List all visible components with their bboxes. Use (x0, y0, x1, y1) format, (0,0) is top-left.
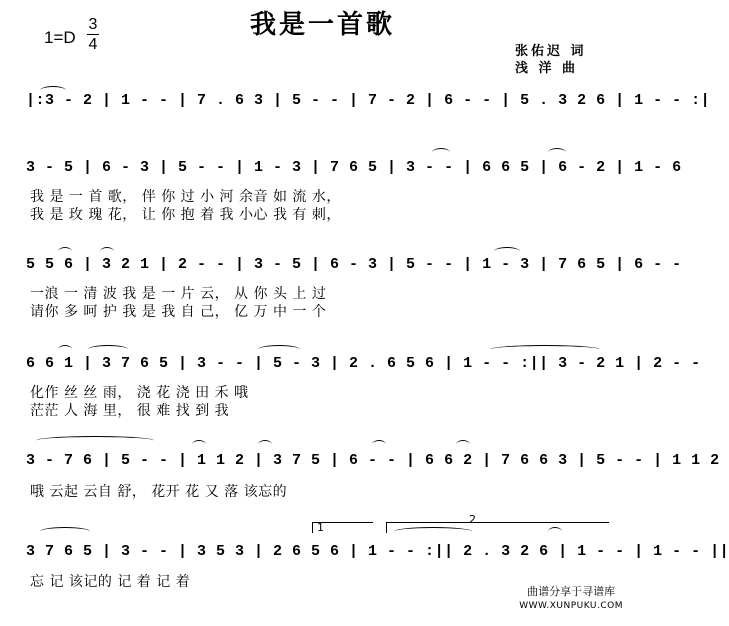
volta-number-1: 1 (317, 521, 324, 534)
slur (40, 527, 90, 536)
watermark-url: WWW.XUNPUKU.COM (519, 601, 623, 611)
song-title: 我是一首歌 (249, 10, 395, 40)
notation-row: 6 6 1 | 3 7 6 5 | 3 - - | 5 - 3 | 2 . 6 5 6 | 1 - - :|| 3 - 2 1 | 2 - - (26, 355, 701, 372)
notation-row: 3 - 7 6 | 5 - - | 1 1 2 | 3 7 5 | 6 - - | 6 6 2 | 7 6 6 3 | 5 - - | 1 1 2 (26, 452, 720, 469)
slur (58, 345, 72, 354)
time-signature-top: 3 (88, 16, 98, 33)
slur (494, 247, 520, 256)
lyric-line: 哦 云起 云自 舒， 花开 花 又 落 该忘的 (30, 484, 288, 500)
slur (36, 436, 154, 445)
lyric-line: 茫茫 人 海 里， 很 难 找 到 我 (30, 403, 230, 419)
notation-row: 3 - 5 | 6 - 3 | 5 - - | 1 - 3 | 7 6 5 | 3 - - | 6 6 5 | 6 - 2 | 1 - 6 (26, 159, 682, 176)
slur (490, 345, 600, 354)
slur (456, 440, 470, 449)
time-signature-divider (87, 34, 99, 35)
slur (432, 148, 450, 157)
slur (58, 247, 72, 256)
slur (372, 440, 386, 449)
notation-row: |:3 - 2 | 1 - - | 7 . 6 3 | 5 - - | 7 - 2 | 6 - - | 5 . 3 2 6 | 1 - - :| (26, 92, 711, 109)
lyric-line: 一浪 一 清 波 我 是 一 片 云， 从 你 头 上 过 (30, 286, 327, 302)
key-signature: 1=D (44, 28, 76, 47)
composer-credit: 浅 洋 曲 (515, 61, 579, 76)
lyricist-credit: 张佑迟 词 (515, 44, 587, 59)
volta-bracket-2 (386, 522, 609, 533)
slur (258, 440, 272, 449)
lyric-line: 化作 丝 丝 雨， 浇 花 浇 田 禾 哦 (30, 385, 249, 401)
slur (548, 148, 566, 157)
lyric-line: 我 是 玫 瑰 花， 让 你 抱 着 我 小心 我 有 刺， (30, 207, 341, 223)
site-watermark (519, 584, 623, 614)
slur (192, 440, 206, 449)
time-signature (86, 16, 100, 53)
slur (88, 345, 128, 354)
lyric-line: 请你 多 呵 护 我 是 我 自 己， 亿 万 中 一 个 (30, 304, 327, 320)
slur (258, 345, 300, 354)
lyric-line: 忘 记 该记的 记 着 记 着 (30, 574, 191, 590)
time-signature-bottom: 4 (88, 36, 98, 53)
watermark-text: 曲谱分享于寻谱库 (527, 585, 616, 598)
notation-row: 5 5 6 | 3 2 1 | 2 - - | 3 - 5 | 6 - 3 | 5 - - | 1 - 3 | 7 6 5 | 6 - - (26, 256, 682, 273)
volta-number-2: 2 (469, 513, 476, 526)
slur (100, 247, 114, 256)
notation-row: 3 7 6 5 | 3 - - | 3 5 3 | 2 6 5 6 | 1 - - :|| 2 . 3 2 6 | 1 - - | 1 - - || (26, 543, 729, 560)
lyric-line: 我 是 一 首 歌， 伴 你 过 小 河 余音 如 流 水， (30, 189, 341, 205)
